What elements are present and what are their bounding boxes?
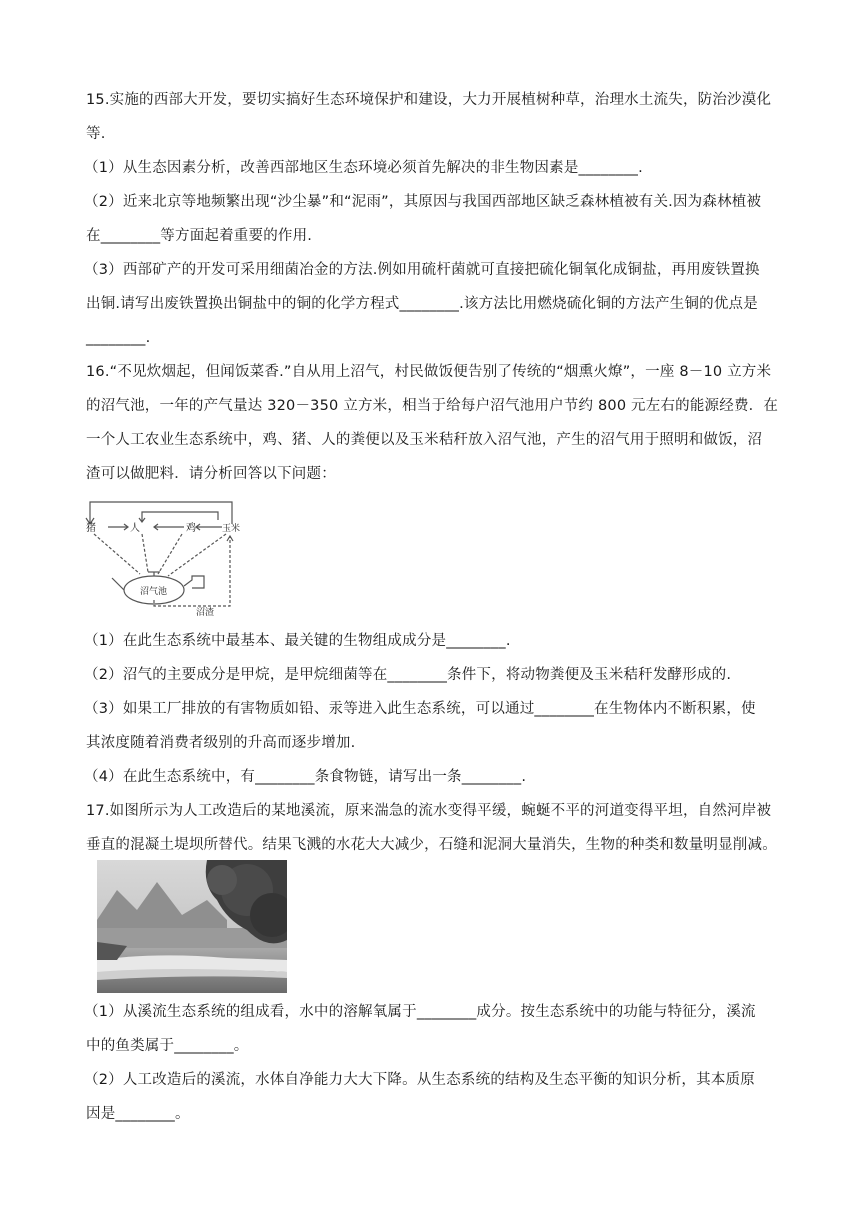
q17-part-2-cont: 因是________。 (86, 1106, 190, 1122)
q15-part-2-cont: 在________等方面起着重要的作用. (86, 228, 313, 244)
q16-stem-line-2: 的沼气池，一年的产气量达 320－350 立方米，相当于给每户沼气池用户节约 800 元左右的能源经费．在 (86, 398, 779, 414)
diagram-label-tank: 沼气池 (140, 587, 168, 597)
q16-part-2: （2）沼气的主要成分是甲烷，是甲烷细菌等在________条件下，将动物粪便及玉米秸秆发酵形成的. (84, 667, 732, 683)
diagram-label-person: 人 (130, 523, 140, 534)
q15-stem-line-1: 15.实施的西部大开发，要切实搞好生态环境保护和建设，大力开展植树种草，治理水土流失，防治沙漠化 (86, 92, 772, 108)
biogas-diagram (84, 494, 244, 616)
q16-stem-line-3: 一个人工农业生态系统中，鸡、猪、人的粪便以及玉米秸秆放入沼气池，产生的沼气用于照明和做饭，沼 (86, 432, 763, 448)
q16-stem-line-4: 渣可以做肥料．请分析回答以下问题： (86, 466, 336, 482)
q15-part-3: （3）西部矿产的开发可采用细菌冶金的方法.例如用硫杆菌就可直接把硫化铜氧化成铜盐，再用废铁置换 (84, 262, 760, 278)
stream-photo (97, 860, 287, 993)
q17-part-1: （1）从溪流生态系统的组成看，水中的溶解氧属于________成分。按生态系统中的功能与特征分，溪流 (84, 1004, 756, 1020)
diagram-label-residue: 沼渣 (196, 608, 215, 616)
diagram-label-chicken: 鸡 (186, 523, 196, 534)
q15-part-1: （1）从生态因素分析，改善西部地区生态环境必须首先解决的非生物因素是________. (84, 160, 643, 176)
q17-part-1-cont: 中的鱼类属于________。 (86, 1038, 249, 1054)
q16-part-1: （1）在此生态系统中最基本、最关键的生物组成成分是________. (84, 633, 511, 649)
q15-stem-line-2: 等. (86, 126, 106, 142)
q15-part-3-end: ________. (86, 330, 151, 346)
q15-part-2: （2）近来北京等地频繁出现“沙尘暴”和“泥雨”，其原因与我国西部地区缺乏森林植被有关.因为森林植被 (84, 194, 762, 210)
q17-stem-line-1: 17.如图所示为人工改造后的某地溪流，原来湍急的流水变得平缓，蜿蜒不平的河道变得平坦，自然河岸被 (86, 803, 772, 819)
q16-part-3-cont: 其浓度随着消费者级别的升高而逐步增加. (86, 735, 356, 751)
diagram-label-pig: 猪 (86, 523, 96, 534)
diagram-label-corn: 玉米 (222, 524, 241, 534)
q16-part-3: （3）如果工厂排放的有害物质如铅、汞等进入此生态系统，可以通过________在生物体内不断积累，使 (84, 701, 756, 717)
q17-part-2: （2）人工改造后的溪流，水体自净能力大大下降。从生态系统的结构及生态平衡的知识分析，其本质原 (84, 1072, 755, 1088)
q15-part-3-cont: 出铜.请写出废铁置换出铜盐中的铜的化学方程式________.该方法比用燃烧硫化铜的方法产生铜的优点是 (86, 296, 758, 312)
q17-stem-line-2: 垂直的混凝土堤坝所替代。结果飞溅的水花大大减少，石缝和泥洞大量消失，生物的种类和数量明显削减。 (86, 837, 777, 853)
q16-stem-line-1: 16.“不见炊烟起，但闻饭菜香.”自从用上沼气，村民做饭便告别了传统的“烟熏火燎”，一座 8－10 立方米 (86, 364, 772, 380)
q16-part-4: （4）在此生态系统中，有________条食物链，请写出一条________. (84, 769, 527, 785)
